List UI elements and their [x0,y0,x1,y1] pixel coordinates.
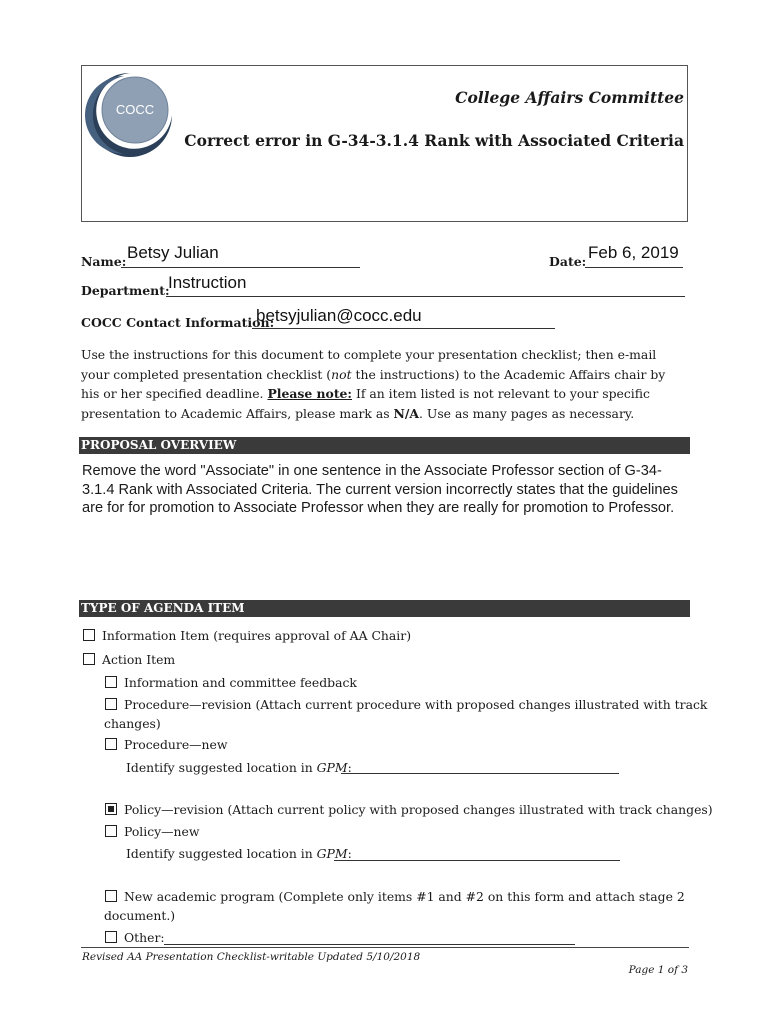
action-item-checkbox[interactable] [83,653,95,665]
policy-revision-checkbox[interactable] [105,803,117,815]
info-item-checkbox[interactable] [83,629,95,641]
document-title: Correct error in G-34-3.1.4 Rank with Associated Criteria [184,131,684,150]
cocc-logo [84,70,176,158]
policy-gpm-location-field[interactable] [334,860,620,861]
contact-label: COCC Contact Information: [81,315,275,330]
policy-new-label: Policy—new [124,824,200,839]
info-feedback-label: Information and committee feedback [124,675,357,690]
new-program-label: New academic program (Complete only items #1 and #2 on this form and attach stage 2 [124,889,685,904]
footer-rule [81,947,689,948]
proposal-overview-heading: PROPOSAL OVERVIEW [79,437,690,454]
policy-new-checkbox[interactable] [105,825,117,837]
page-number: Page 1 of 3 [628,964,688,976]
other-field[interactable] [164,944,575,945]
date-label: Date: [549,254,587,269]
agenda-info-item-row [83,628,411,644]
procedure-revision-label: Procedure—revision (Attach current procedure with proposed changes illustrated with track [124,697,708,712]
policy-new-row [105,824,199,840]
name-field[interactable]: Betsy Julian [127,243,219,262]
department-field[interactable]: Instruction [168,273,247,292]
department-underline [166,296,685,297]
name-label: Name: [81,254,127,269]
policy-revision-label: Policy—revision (Attach current policy with proposed changes illustrated with track changes) [124,802,713,817]
other-checkbox[interactable] [105,931,117,943]
procedure-revision-checkbox[interactable] [105,698,117,710]
date-underline [585,267,683,268]
contact-field[interactable]: betsyjulian@cocc.edu [256,306,422,325]
name-underline [121,267,360,268]
logo-text: COCC [115,102,155,117]
policy-gpm-location: Identify suggested location in GPM: [126,846,352,861]
other-label: Other: [124,930,165,945]
action-item-label: Action Item [102,652,176,667]
procedure-new-label: Procedure—new [124,737,228,752]
procedure-new-row [105,737,227,753]
procedure-gpm-location-field[interactable] [341,773,619,774]
other-row [105,930,165,946]
procedure-gpm-location: Identify suggested location in GPM: [126,760,352,775]
agenda-action-item-row [83,652,175,668]
info-feedback-checkbox[interactable] [105,676,117,688]
info-item-label: Information Item (requires approval of AA Chair) [102,628,412,643]
instructions-paragraph: Use the instructions for this document to complete your presentation checklist; then e-mail your completed presentation checklist (not the instructions) to the Academic Affairs chair by his or her specified deadline. Please note: If an item listed is not relevant to your specific presentation to Academic Affairs, please mark as N/A. Use as many pages as necessary. [81,347,666,421]
procedure-revision-label-cont: changes) [104,716,161,731]
policy-revision-row [105,802,713,818]
new-program-row [105,889,685,905]
department-label: Department: [81,283,170,298]
info-feedback-row [105,675,357,691]
new-program-label-cont: document.) [104,908,176,923]
agenda-type-heading: TYPE OF AGENDA ITEM [79,600,690,617]
new-program-checkbox[interactable] [105,890,117,902]
proposal-overview-text[interactable]: Remove the word "Associate" in one sentence in the Associate Professor section of G-34-3.1.4 Rank with Associated Criteria. The current version incorrectly states that the guidelines are for for promotion to Associate Professor when they are really for promotion to Professor. [82,463,678,517]
contact-underline [252,328,555,329]
date-field[interactable]: Feb 6, 2019 [588,243,679,262]
committee-name: College Affairs Committee [455,88,684,107]
procedure-new-checkbox[interactable] [105,738,117,750]
procedure-revision-row [105,697,707,713]
footer-revision-note: Revised AA Presentation Checklist-writable Updated 5/10/2018 [82,951,421,963]
